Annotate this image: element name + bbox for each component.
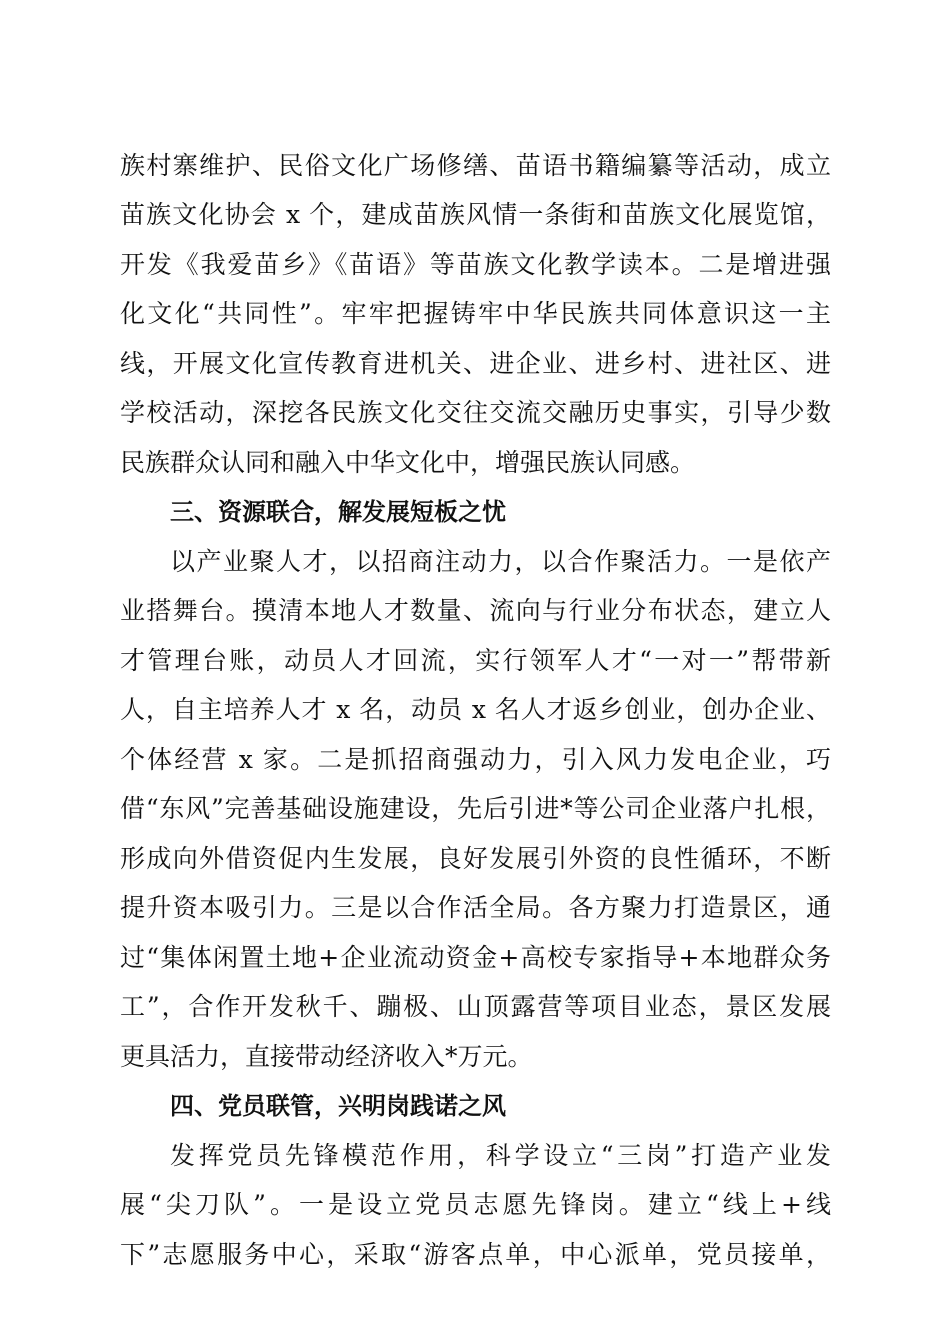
paragraph-line: 过“集体闲置土地+企业流动资金+高校专家指导+本地群众务 bbox=[120, 943, 831, 972]
paragraph-line: 开发《我爱苗乡》《苗语》等苗族文化教学读本。二是增进强 bbox=[120, 250, 831, 279]
paragraph-line: 更具活力，直接带动经济收入*万元。 bbox=[120, 1042, 533, 1071]
paragraph-line: 以产业聚人才，以招商注动力，以合作聚活力。一是依产 bbox=[170, 547, 831, 576]
paragraph-line: 提升资本吸引力。三是以合作活全局。各方聚力打造景区，通 bbox=[120, 893, 831, 922]
paragraph-line: 个体经营 x 家。二是抓招商强动力，引入风力发电企业，巧 bbox=[120, 745, 831, 774]
paragraph-line: 化文化“共同性”。牢牢把握铸牢中华民族共同体意识这一主 bbox=[120, 299, 831, 328]
paragraph-line: 线，开展文化宣传教育进机关、进企业、进乡村、进社区、进 bbox=[120, 349, 831, 378]
paragraph-line: 发挥党员先锋模范作用，科学设立“三岗”打造产业发 bbox=[170, 1141, 831, 1170]
paragraph-line: 工”，合作开发秋千、蹦极、山顶露营等项目业态，景区发展 bbox=[120, 992, 831, 1021]
paragraph-line: 借“东风”完善基础设施建设，先后引进*等公司企业落户扎根， bbox=[120, 794, 831, 823]
paragraph-line: 人，自主培养人才 x 名，动员 x 名人才返乡创业，创办企业、 bbox=[120, 695, 831, 724]
section-heading: 四、党员联管，兴明岗践诺之风 bbox=[170, 1092, 506, 1120]
paragraph-line: 苗族文化协会 x 个，建成苗族风情一条街和苗族文化展览馆， bbox=[120, 200, 831, 229]
paragraph-line: 民族群众认同和融入中华文化中，增强民族认同感。 bbox=[120, 448, 696, 477]
paragraph-line: 下”志愿服务中心，采取“游客点单，中心派单，党员接单， bbox=[120, 1240, 831, 1269]
paragraph-line: 学校活动，深挖各民族文化交往交流交融历史事实，引导少数 bbox=[120, 398, 831, 427]
section-heading: 三、资源联合，解发展短板之忧 bbox=[170, 498, 506, 526]
paragraph-line: 族村寨维护、民俗文化广场修缮、苗语书籍编纂等活动，成立 bbox=[120, 151, 831, 180]
paragraph-line: 展“尖刀队”。一是设立党员志愿先锋岗。建立“线上+线 bbox=[120, 1190, 831, 1219]
paragraph-line: 才管理台账，动员人才回流，实行领军人才“一对一”帮带新 bbox=[120, 646, 831, 675]
paragraph-line: 业搭舞台。摸清本地人才数量、流向与行业分布状态，建立人 bbox=[120, 596, 831, 625]
paragraph-line: 形成向外借资促内生发展，良好发展引外资的良性循环，不断 bbox=[120, 844, 831, 873]
